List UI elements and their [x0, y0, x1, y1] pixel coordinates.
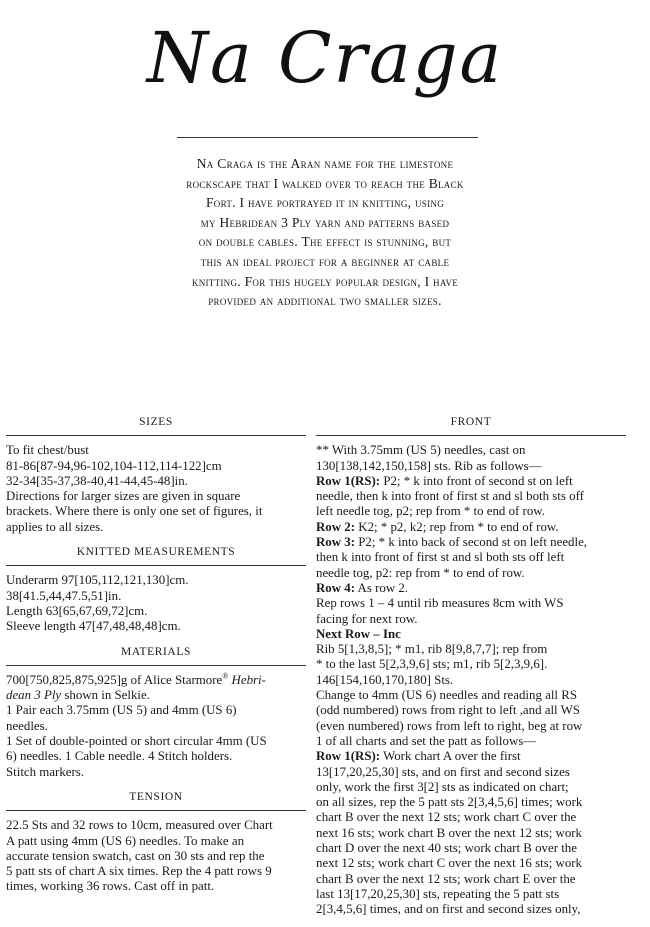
- tension-line: 22.5 Sts and 32 rows to 10cm, measured over Chart: [6, 818, 273, 833]
- measurements-section: [6, 545, 306, 634]
- next-row-label: Next Row – Inc: [316, 626, 401, 641]
- materials-section: [6, 645, 306, 780]
- front-line: 2[3,4,5,6] times, and on first and second sizes only,: [316, 902, 581, 917]
- measurements-line: Length 63[65,67,69,72]cm.: [6, 603, 148, 618]
- tension-line: accurate tension swatch, cast on 30 sts and rep the: [6, 848, 265, 863]
- materials-yarn-line-2: [6, 688, 306, 703]
- front-line: chart B over the next 12 sts; work chart E over the: [316, 871, 576, 886]
- front-line: only, work the first 3[2] sts as indicated on chart;: [316, 779, 569, 794]
- sizes-heading: SIZES: [6, 415, 306, 436]
- measurements-heading: KNITTED MEASUREMENTS: [6, 545, 306, 566]
- tension-heading: TENSION: [6, 790, 306, 811]
- charts-row-label: Row 1(RS):: [316, 749, 381, 764]
- front-line: then k into front of first st and sl both sts off left: [316, 550, 565, 565]
- yarn-name: Hebri-: [228, 672, 266, 687]
- intro-line: on double cables. The effect is stunning, but: [198, 234, 452, 250]
- front-line: Change to 4mm (US 6) needles and reading all RS: [316, 688, 577, 703]
- front-line: left needle tog, p2; rep from * to end of row.: [316, 504, 545, 519]
- materials-line: needles.: [6, 718, 48, 733]
- intro-line: Fort. I have portrayed it in knitting, using: [206, 195, 444, 211]
- title-divider: [177, 137, 478, 138]
- sizes-section: [6, 415, 306, 535]
- materials-line: 1 Pair each 3.75mm (US 5) and 4mm (US 6): [6, 703, 237, 718]
- front-line: 13[17,20,25,30] sts, and on first and second sizes: [316, 764, 570, 779]
- row-1-label: Row 1(RS):: [316, 473, 381, 488]
- registered-mark: ®: [222, 671, 229, 681]
- row-4-line: [316, 581, 626, 596]
- row-2-label: Row 2:: [316, 519, 356, 534]
- tension-line: times, working 36 rows. Cast off in patt.: [6, 879, 215, 894]
- sizes-line: To fit chest/bust: [6, 443, 89, 458]
- front-line: Rib 5[1,3,8,5]; * m1, rib 8[9,8,7,7]; rep from: [316, 642, 548, 657]
- intro-line: rockscape that I walked over to reach the Black: [186, 175, 464, 191]
- sizes-line: 81-86[87-94,96-102,104-112,114-122]cm: [6, 458, 222, 473]
- front-line: last 13[17,20,25,30] sts, repeating the 5 patt sts: [316, 886, 560, 901]
- front-line: needle tog, p2: rep from * to end of row.: [316, 565, 525, 580]
- materials-line: Stitch markers.: [6, 764, 85, 779]
- row-3-text: P2; * k into back of second st on left needle,: [355, 535, 588, 550]
- yarn-shade: shown in Selkie.: [61, 688, 150, 703]
- row-4-label: Row 4:: [316, 580, 356, 595]
- sizes-line: 32-34[35-37,38-40,41-44,45-48]in.: [6, 473, 188, 488]
- sizes-line: brackets. Where there is only one set of figures, it: [6, 504, 263, 519]
- front-line: 146[154,160,170,180] Sts.: [316, 672, 454, 687]
- row-1-line: [316, 474, 626, 489]
- front-line: 1 of all charts and set the patt as follows—: [316, 733, 537, 748]
- row-4-text: As row 2.: [355, 580, 409, 595]
- tension-section: [6, 790, 306, 895]
- intro-line: Na Craga is the Aran name for the limestone: [196, 156, 454, 171]
- front-line: Rep rows 1 – 4 until rib measures 8cm with WS: [316, 596, 564, 611]
- materials-line: 6) needles. 1 Cable needle. 4 Stitch holders.: [6, 749, 233, 764]
- tension-line: 5 patt sts of chart A six times. Rep the 4 patt rows 9: [6, 864, 272, 879]
- pattern-title: Na Craga: [146, 17, 504, 99]
- front-line: chart D over the next 40 sts; work chart B over the: [316, 841, 577, 856]
- materials-yarn-amount: 700[750,825,875,925]g of Alice Starmore: [6, 672, 223, 687]
- intro-paragraph: [150, 154, 500, 311]
- row-2-line: [316, 520, 626, 535]
- front-line: * to the last 5[2,3,9,6] sts; m1, rib 5[2,3,9,6].: [316, 657, 548, 672]
- front-line: facing for next row.: [316, 611, 418, 626]
- next-row-line: [316, 627, 626, 642]
- intro-line: provided an additional two smaller sizes.: [208, 293, 442, 309]
- row-3-line: [316, 535, 626, 550]
- front-line: (odd numbered) rows from right to left ,and all WS: [316, 703, 580, 718]
- materials-yarn-line: [6, 673, 306, 688]
- charts-row-text: Work chart A over the first: [380, 749, 521, 764]
- front-line: chart B over the next 12 sts; work chart C over the: [316, 810, 577, 825]
- intro-line: knitting. For this hugely popular design, I have: [191, 273, 459, 289]
- materials-heading: MATERIALS: [6, 645, 306, 666]
- charts-row-line: [316, 749, 626, 764]
- front-line: on all sizes, rep the 5 patt sts 2[3,4,5,6] times; work: [316, 795, 583, 810]
- intro-line: my Hebridean 3 Ply yarn and patterns based: [200, 214, 450, 230]
- intro-line: this an ideal project for a beginner at cable: [200, 253, 450, 269]
- front-heading: FRONT: [316, 415, 626, 436]
- front-line: (even numbered) rows from left to right, beg at row: [316, 718, 583, 733]
- measurements-line: Sleeve length 47[47,48,48,48]cm.: [6, 619, 181, 634]
- yarn-name-cont: dean 3 Ply: [6, 688, 62, 703]
- row-3-label: Row 3:: [316, 535, 356, 550]
- sizes-line: Directions for larger sizes are given in square: [6, 489, 241, 504]
- tension-line: A patt using 4mm (US 6) needles. To make an: [6, 833, 245, 848]
- left-column: [6, 415, 306, 895]
- row-1-text: P2; * k into front of second st on left: [380, 473, 573, 488]
- front-line: needle, then k into front of first st and sl both sts off: [316, 489, 584, 504]
- measurements-line: 38[41.5,44,47.5,51]in.: [6, 588, 122, 603]
- sizes-line: applies to all sizes.: [6, 519, 104, 534]
- materials-line: 1 Set of double-pointed or short circular 4mm (US: [6, 734, 267, 749]
- front-line: 130[138,142,150,158] sts. Rib as follows—: [316, 458, 542, 473]
- measurements-line: Underarm 97[105,112,121,130]cm.: [6, 573, 189, 588]
- row-2-text: K2; * p2, k2; rep from * to end of row.: [355, 519, 559, 534]
- front-line: next 12 sts; work chart C over the next 16 sts; work: [316, 856, 583, 871]
- right-column: [316, 415, 626, 918]
- front-line: ** With 3.75mm (US 5) needles, cast on: [316, 443, 526, 458]
- front-line: next 16 sts; work chart B over the next 12 sts; work: [316, 825, 583, 840]
